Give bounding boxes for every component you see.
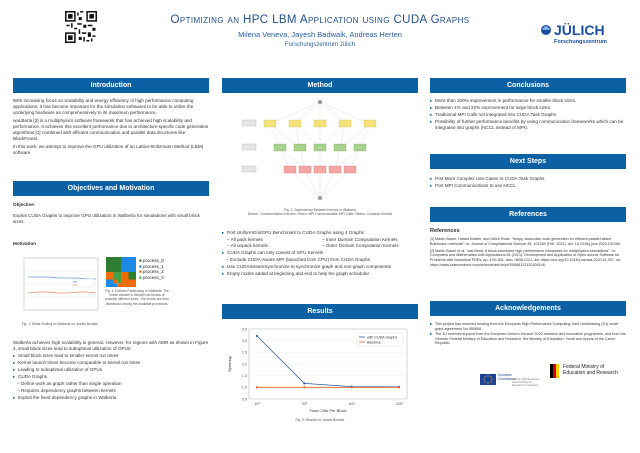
objective-label: Objective: (13, 202, 36, 207)
motivation-bullet: ▸ CUDA Graphs (13, 374, 209, 380)
speedup-chart (225, 323, 415, 415)
method-bullet-3: ▸ Use CUDAStreamSynchronize to synchronize graph and non-graph components (222, 264, 422, 270)
series-point (351, 386, 353, 388)
y-tick-label: 1.5 (241, 373, 247, 378)
fig2-caption-2: Device : Communication Kernels; Green: MPI Communication MPI Calls; Others: Compute Kernels (247, 212, 393, 216)
fig3-caption: Fig. 3: Results on Juwels Booster (295, 418, 345, 422)
motivation-bullet: ▸ Leading to suboptimal utilization of GPUs (13, 367, 209, 373)
graph-left-2: – All unpack kernels (227, 243, 268, 248)
x-tick-label: 128³ (395, 402, 403, 406)
references-subheading: References (430, 228, 460, 234)
motivation-bullet: – Define work as graph rather than single operation (13, 381, 209, 387)
x-tick-label: 16³ (254, 402, 260, 406)
references-list (430, 237, 626, 270)
x-axis-label: Fluid Cells Per Block (309, 408, 347, 413)
logo-main-text: JÜLICH (554, 22, 605, 38)
method-bullet-1: ▸ Port UniformGridGPU Benchmark to CUDA Graphs using 4 Graphs (222, 230, 422, 236)
motivation-bullet: ▸ Kernel launch times become comparable to kernel run times (13, 360, 209, 366)
method-bullet-2: ▸ CUDA Graphs can only consist of GPU Kernels (222, 250, 422, 256)
objectives-heading: Objectives and Motivation (13, 181, 209, 196)
series-point (303, 382, 305, 384)
y-tick-label: 2.0 (241, 362, 247, 367)
x-tick-label: 32³ (301, 402, 308, 406)
kernel-dependency-graph (240, 98, 400, 206)
conclusion-item-1: ▸ More than 200% improvement in performance for smaller block sizes. (430, 98, 626, 104)
conclusion-item-2: ▸ Between 4% and 22% improvement for large block sizes. (430, 105, 626, 111)
conclusion-item-4: ▸ Possibility of further performance benefits by using communication frameworks which can be integrated into graphs (NCCL instead of MPI). (430, 119, 626, 131)
objective-text: Exploit CUDA Graphs to improve GPU utilization in Walberla for simulations with small block sizes. (13, 213, 200, 224)
y-axis-label: Speedup (227, 355, 232, 373)
legend-label: Baseline (367, 340, 381, 345)
intro-paragraph-1: With increasing focus on scalability and energy efficiency of high performance computing applications, it has become important for the simulation softwares to be able to utilize the underlying hardware as comprehensively to its maximum performance. (13, 98, 194, 115)
reference-2: [2] Martin Bauer et al. "waLBerla: A block-structured high-performance framework for multiphysics simulations". In: Computers and Mathematics with Applications 81 (2021). Development and Application of Open-source Software for Problems with Numerical PDEs, pp. 478–501. issn: 0898-1221. doi: https://doi.org/10.1016/j.camwa.2020.01.007. url: https://www.sciencedirect.com/science/article/pii/S0898122120300146. (430, 248, 622, 267)
graph-columns (222, 237, 422, 249)
motivation-bullet: – Requires dependency graphs between kernels (13, 388, 209, 394)
poster-affiliation: Forschungszentrum Jülich (284, 42, 356, 48)
bmbf-logo (550, 364, 620, 398)
process-legend (139, 258, 199, 280)
legend-label: with CUDA Graphs (367, 335, 398, 340)
next-step-1: ▸ Port More Complex Use Cases to CUDA Task Graphs (430, 176, 626, 182)
intro-paragraph-2: waLBerla [2] is a multiphysics software framework that has achieved high scalability and performance. It achieves this excellent performance due to architecture specific code generation algorithms [1] combined with efficient communication and parallel data structures like BlockForest. (13, 118, 209, 141)
ack-item-2: ▸ The JU receives support from the European Union's Horizon 2020 research and innovation programme, and from the German Federal Ministry of Education and Research, the Ministry of Education, Youth and Sports of the Czech Republic. (430, 332, 626, 346)
next-steps-heading: Next Steps (430, 154, 626, 169)
motivation-bullet: ▸ Exploit the fixed dependency graphs in Walberla (13, 395, 209, 401)
motivation-bullet: ▸ Small block sizes lead to smaller kernel run times (13, 353, 209, 359)
conclusion-item-3: ▸ Traditional MPI Calls not integrated into CUDA Task Graphs (430, 112, 626, 118)
y-tick-label: 1.0 (241, 385, 247, 390)
y-tick-label: 0.5 (241, 397, 247, 402)
fig4-caption: Fig. 4: Domain Partitioning in Walberla. The whole domain is divided into blocks of possibly different sizes. The blocks are then distributed among the available processes. (105, 289, 169, 306)
results-heading: Results (222, 304, 418, 319)
acknowledgements-heading: Acknowledgements (430, 301, 626, 316)
legend-process-1: ■ process_1 (139, 263, 164, 269)
method-body (222, 230, 422, 278)
eu-flag-icon (480, 374, 496, 385)
motivation-body: Walberla achieves high scalability in general. However, for regions with AMR as shown in Figure 4, small block sizes lead to suboptimal utilization of GPUs: (13, 340, 209, 351)
x-tick-label: 64³ (348, 402, 355, 406)
next-step-2: ▸ Port MPI Communications to use NCCL (430, 183, 626, 189)
legend-process-2: ■ process_2 (139, 269, 164, 274)
domain-partition-figure (106, 257, 136, 287)
y-tick-label: 2.5 (241, 350, 247, 355)
eu-label: European Commission (498, 373, 516, 381)
fig1-caption: Fig. 1: Weak Scaling on Walberla on Juwels Booster (21, 322, 99, 326)
reference-1: [1] Martin Bauer, Harald Köstler, and Ulrich Rüde. "lbmpy: Automatic code generation for efficient parallel lattice Boltzmann methods". In: Journal of Computational Science 49, 101269 (Feb. 2021). doi: 10.1016/j.jocs.2020.101269. (430, 237, 622, 246)
poster-authors: Milena Veneva, Jayesh Badwaik, Andreas Herten (238, 30, 402, 39)
motivation-bullets (13, 353, 209, 402)
juelich-logo (540, 18, 620, 48)
acknowledgements-list (430, 322, 626, 347)
references-heading: References (430, 207, 626, 222)
conclusions-heading: Conclusions (430, 78, 626, 93)
graph-right-1: – Inner Domain Computation Kernels (322, 237, 398, 242)
weak-scaling-plot (16, 255, 102, 319)
federal-flag-icon (550, 364, 560, 378)
series-point (303, 386, 305, 388)
introduction-body (13, 98, 209, 158)
y-tick-label: 3.5 (241, 327, 247, 332)
motivation-label: Motivation (13, 241, 36, 246)
fig2-caption-1: Fig. 2: Dependency Between Kernels in Walberla (284, 208, 356, 212)
series-point (256, 335, 258, 337)
logo-sub-text: Forschungszentrum (554, 39, 607, 45)
series-point (256, 386, 258, 388)
y-tick-label: 3.0 (241, 338, 247, 343)
bmbf-text: Federal Ministry of Education and Research (563, 364, 618, 376)
series-point (398, 386, 400, 388)
intro-paragraph-3: In this work, we attempt to improve the GPU utilization of an Lattice-Boltzmann Method (LBM) software. (13, 144, 204, 155)
qr-code-icon (65, 11, 97, 43)
legend-process-0: ■ process_0 (139, 258, 164, 263)
eu-programme: Horizon 2020 European Union funding for Research & Innovation (512, 378, 540, 388)
graph-right-2: – Outer Domain Computation Kernels (322, 243, 399, 248)
conclusions-list (430, 98, 626, 132)
next-steps-list (430, 176, 626, 190)
ack-item-1: ▸ This project has received funding from the European High-Performance Computing Joint Undertaking (JU) under grant agreement No 955606. (430, 322, 626, 331)
method-sub-2: – Exclude CUDA-Aware MPI (launched from CPU) from CUDA Graphs (222, 257, 422, 263)
legend-process-3: ■ process_3 (139, 274, 164, 280)
method-bullet-4: ▸ Empty nodes added at beginning and end to help the graph scheduler. (222, 271, 422, 277)
poster-title: Optimizing an HPC LBM Application using CUDA Graphs (170, 14, 470, 26)
method-heading: Method (222, 78, 418, 93)
graph-left-1: – All pack kernels (227, 237, 263, 242)
introduction-heading: Introduction (13, 78, 209, 93)
